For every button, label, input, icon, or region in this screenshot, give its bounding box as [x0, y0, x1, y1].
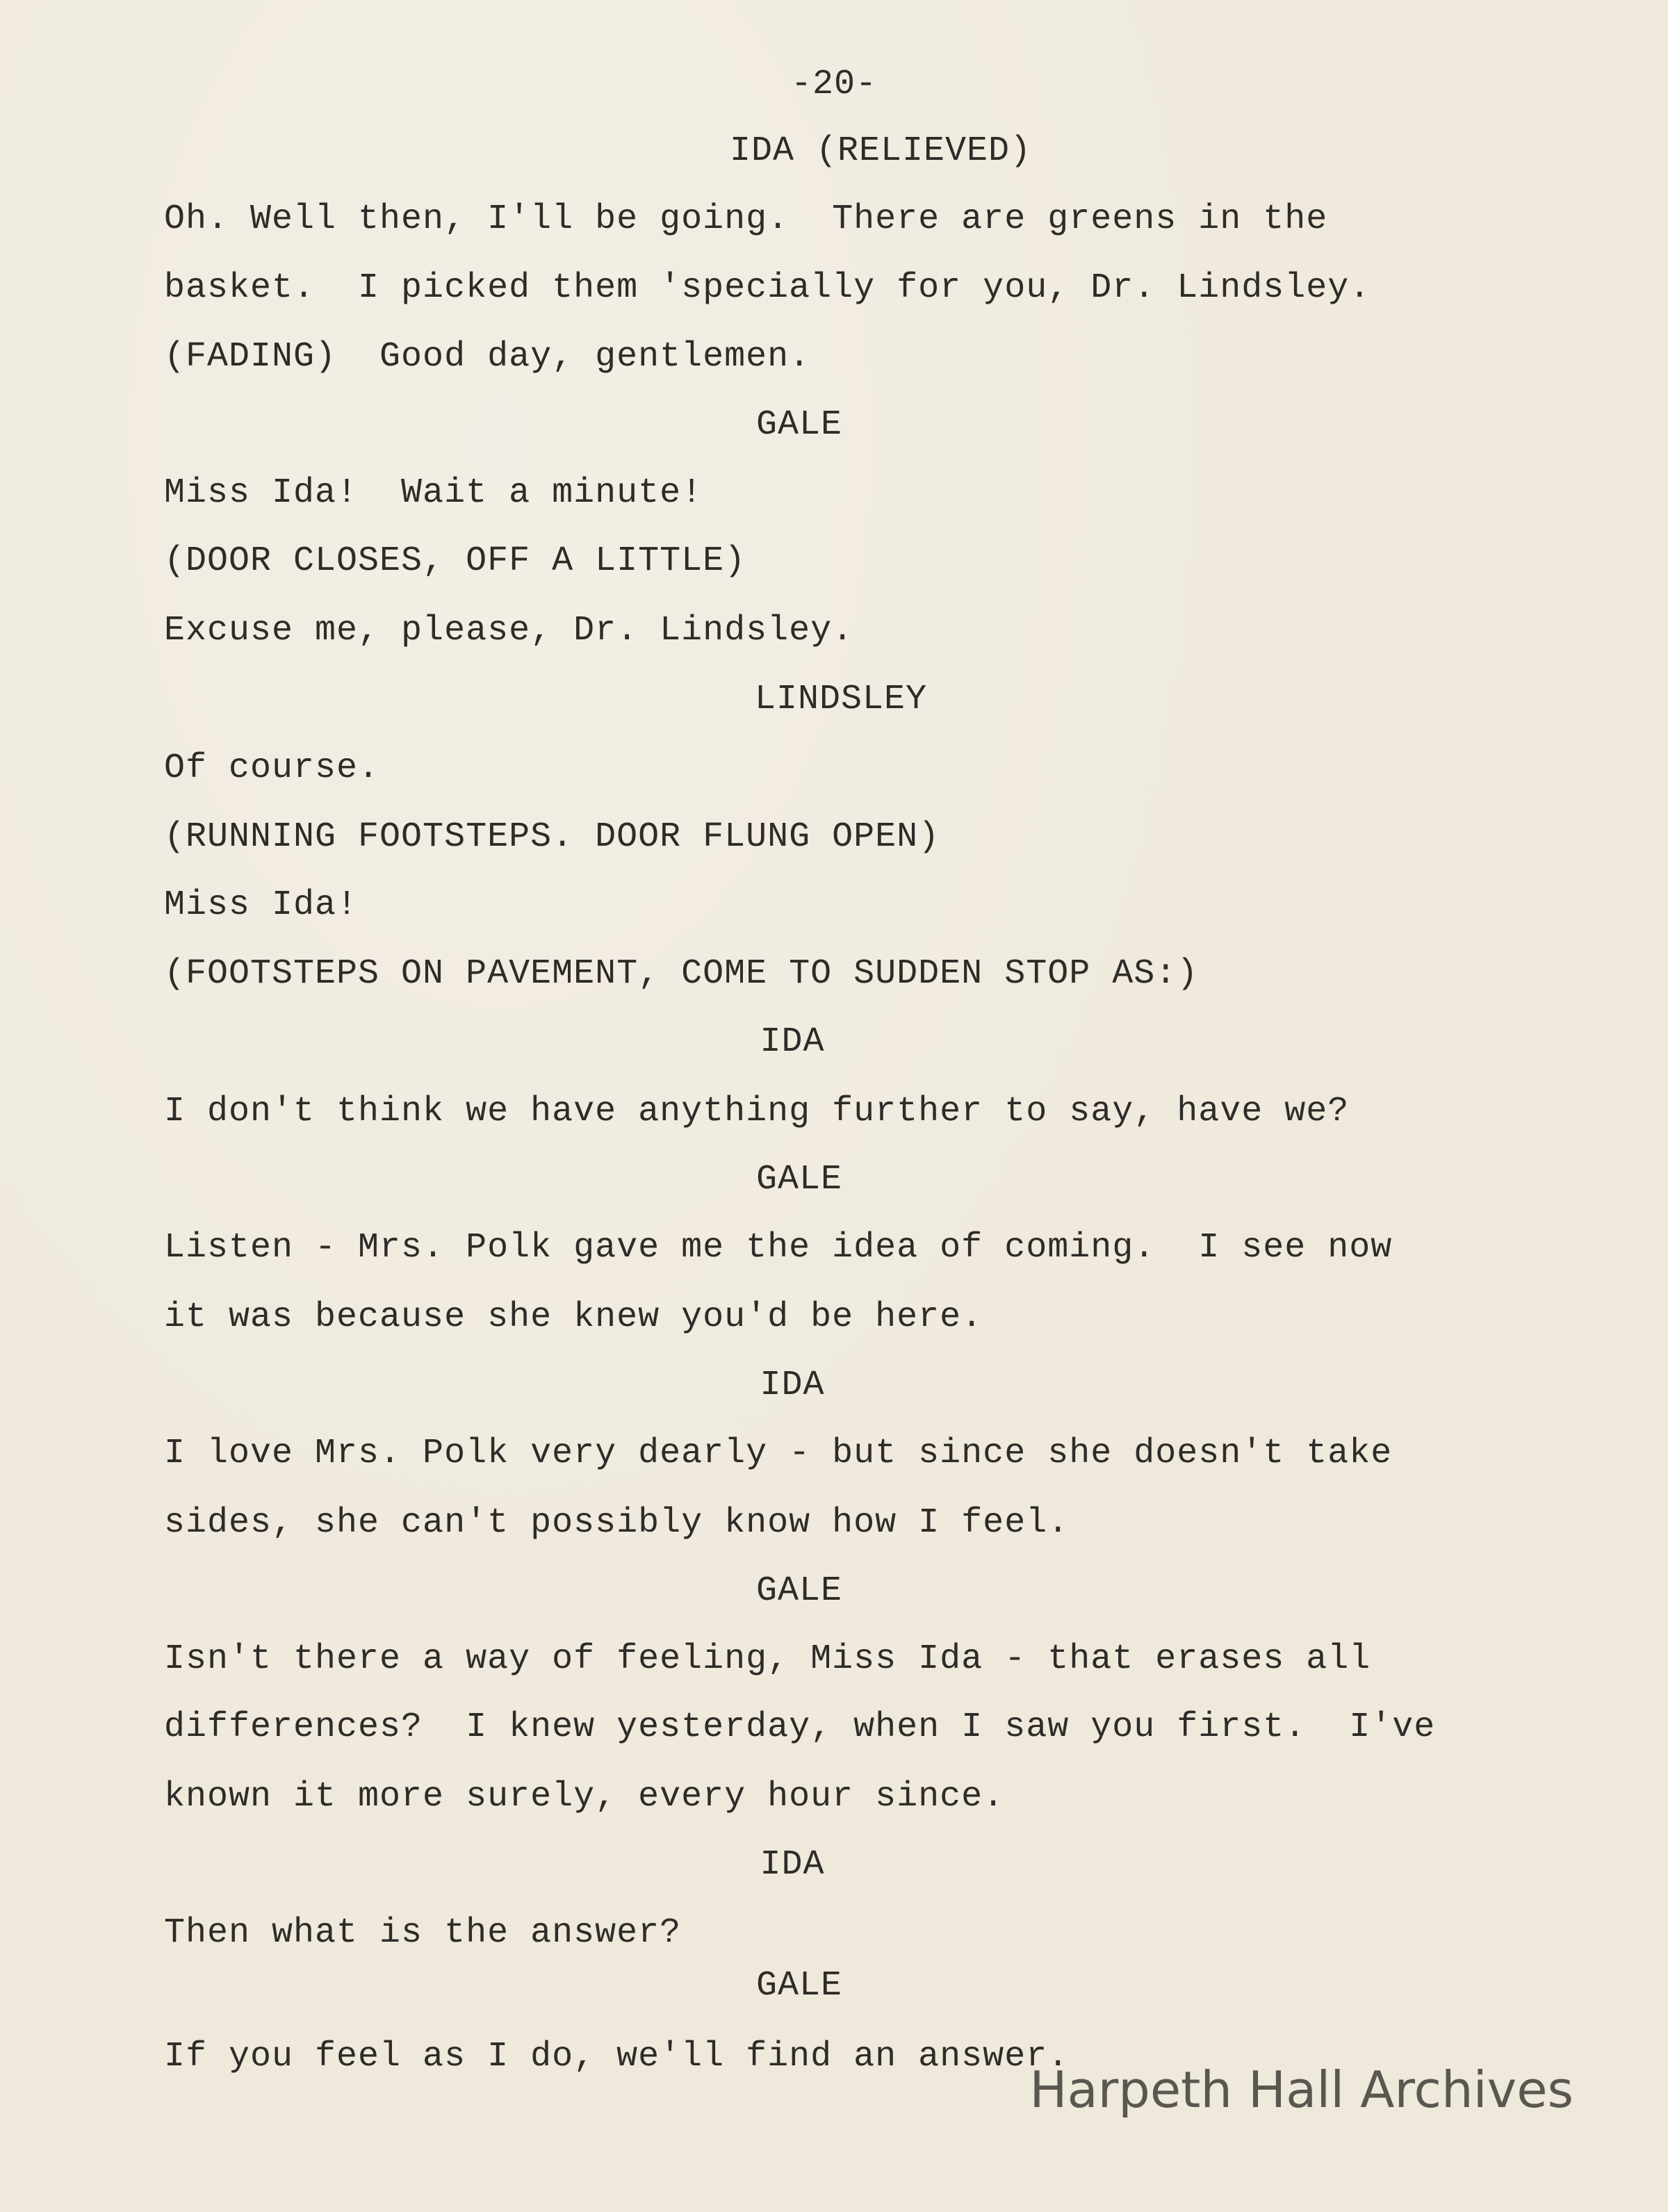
dialogue-line: differences? I knew yesterday, when I saw you first. I've [164, 1707, 1436, 1747]
speaker-cue: GALE [755, 1571, 843, 1611]
stage-direction: (RUNNING FOOTSTEPS. DOOR FLUNG OPEN) [164, 817, 940, 857]
speaker-cue: GALE [755, 1160, 843, 1199]
stage-direction: (DOOR CLOSES, OFF A LITTLE) [164, 541, 746, 581]
dialogue-line: Then what is the answer? [164, 1913, 682, 1953]
dialogue-line: basket. I picked them 'specially for you, Dr. Lindsley. [164, 268, 1371, 308]
dialogue-line: sides, she can't possibly know how I feel. [164, 1503, 1070, 1543]
dialogue-line: I don't think we have anything further to say, have we? [164, 1092, 1350, 1131]
dialogue-line: Oh. Well then, I'll be going. There are greens in the [164, 199, 1328, 239]
dialogue-line: Miss Ida! [164, 885, 359, 925]
stage-direction: (FOOTSTEPS ON PAVEMENT, COME TO SUDDEN STOP AS:) [164, 954, 1199, 994]
dialogue-line: Miss Ida! Wait a minute! [164, 473, 703, 513]
dialogue-line: (FADING) Good day, gentlemen. [164, 337, 811, 377]
dialogue-line: Isn't there a way of feeling, Miss Ida - that erases all [164, 1639, 1371, 1679]
dialogue-line: it was because she knew you'd be here. [164, 1297, 983, 1337]
dialogue-line: Of course. [164, 748, 380, 788]
dialogue-line: I love Mrs. Polk very dearly - but since she doesn't take [164, 1434, 1393, 1473]
dialogue-line: known it more surely, every hour since. [164, 1777, 1005, 1817]
archive-watermark: Harpeth Hall Archives [1029, 2061, 1573, 2119]
dialogue-line: If you feel as I do, we'll find an answer. [164, 2037, 1070, 2076]
speaker-cue: GALE [755, 1966, 843, 2006]
dialogue-line: Excuse me, please, Dr. Lindsley. [164, 611, 854, 650]
speaker-cue: GALE [755, 405, 843, 445]
dialogue-line: Listen - Mrs. Polk gave me the idea of coming. I see now [164, 1228, 1393, 1268]
speaker-cue: IDA [760, 1366, 825, 1405]
page-number: -20- [790, 65, 878, 104]
speaker-cue: LINDSLEY [754, 680, 928, 719]
speaker-cue: IDA (RELIEVED) [730, 131, 1032, 171]
speaker-cue: IDA [760, 1845, 825, 1885]
speaker-cue: IDA [760, 1022, 825, 1062]
